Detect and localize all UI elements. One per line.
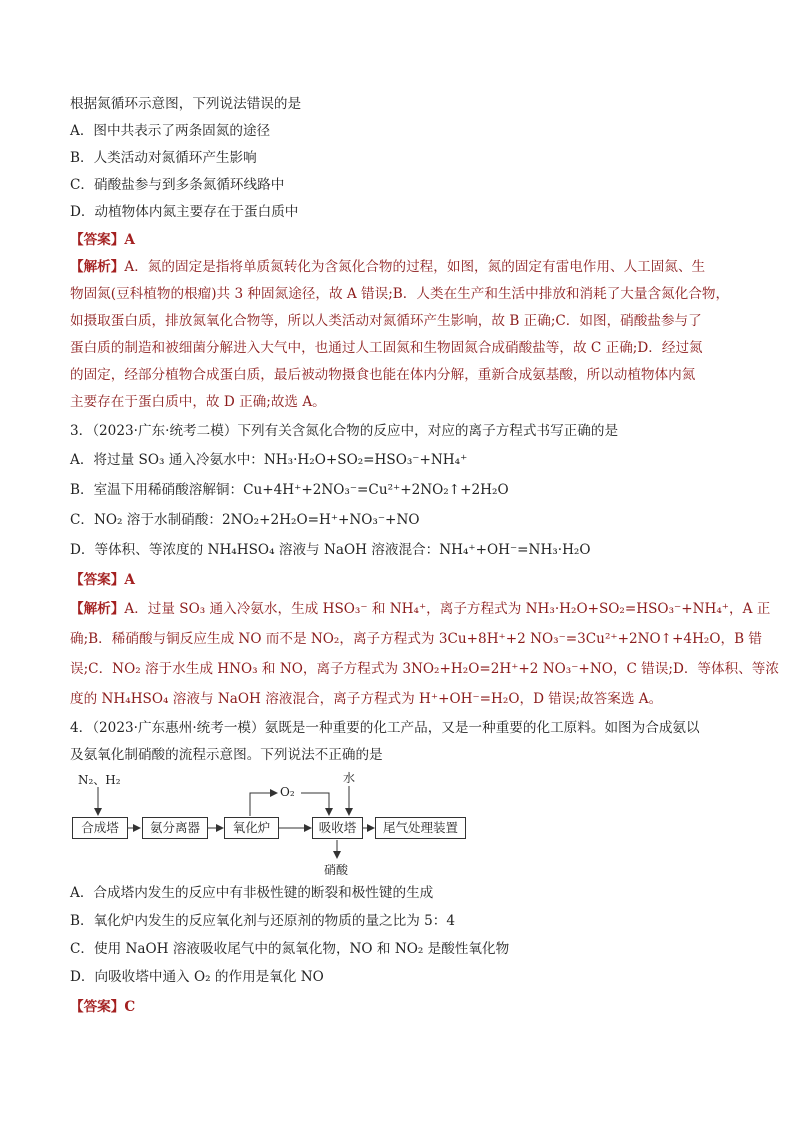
question-3-option-c: C．NO₂ 溶于水制硝酸：2NO₂+2H₂O=H⁺+NO₃⁻+NO xyxy=(70,512,420,528)
question-3-stem: 3．（2023·广东·统考二模）下列有关含氮化合物的反应中，对应的离子方程式书写正确的是 xyxy=(70,423,619,439)
answer-value: A xyxy=(124,572,135,588)
question-4-answer xyxy=(70,998,730,1016)
o2-label: O₂ xyxy=(280,785,295,799)
analysis-text: A．过量 SO₃ 通入冷氨水，生成 HSO₃⁻ 和 NH₄⁺，离子方程式为 NH₃·H₂O+SO₂=HSO₃⁻+NH₄⁺，A 正 xyxy=(124,601,771,617)
analysis-text: A．氮的固定是指将单质氮转化为含氮化合物的过程，如图，氮的固定有雷电作用、人工固氮、生 xyxy=(124,259,706,275)
question-3-analysis-line: 误;C．NO₂ 溶于水生成 HNO₃ 和 NO，离子方程式为 3NO₂+H₂O=2H⁺+2 NO₃⁻+NO，C 错误;D．等体积、等浓 xyxy=(70,661,779,677)
box-synthesis-tower: 合成塔 xyxy=(72,817,128,839)
input-label: N₂、H₂ xyxy=(78,773,121,787)
question-2-option-d: D．动植物体内氮主要存在于蛋白质中 xyxy=(70,204,299,220)
box-ammonia-separator: 氨分离器 xyxy=(142,817,208,839)
question-2-analysis-line: 如摄取蛋白质，排放氮氧化合物等，所以人类活动对氮循环产生影响，故 B 正确;C．如图，硝酸盐参与了 xyxy=(70,313,702,329)
question-2-option-a: A．图中共表示了两条固氮的途径 xyxy=(70,123,271,139)
analysis-label: 【解析】 xyxy=(70,259,125,275)
question-2-analysis-line: 主要存在于蛋白质中，故 D 正确;故选 A。 xyxy=(70,394,326,410)
o2-arrow-left xyxy=(250,793,277,816)
question-4-option-a: A．合成塔内发生的反应中有非极性键的断裂和极性键的生成 xyxy=(70,885,434,901)
question-3-option-a: A．将过量 SO₃ 通入冷氨水中：NH₃·H₂O+SO₂=HSO₃⁻+NH₄⁺ xyxy=(70,452,468,468)
answer-label: 【答案】 xyxy=(70,232,125,248)
answer-value: A xyxy=(124,232,135,248)
output-label: 硝酸 xyxy=(324,863,349,877)
question-4-option-d: D．向吸收塔中通入 O₂ 的作用是氧化 NO xyxy=(70,969,324,985)
question-4-stem: 4．（2023·广东惠州·统考一模）氨既是一种重要的化工产品，又是一种重要的化工原料。如图为合成氨以 xyxy=(70,720,700,736)
question-3-option-b: B．室温下用稀硝酸溶解铜：Cu+4H⁺+2NO₃⁻=Cu²⁺+2NO₂↑+2H₂O xyxy=(70,482,509,498)
question-4-option-c: C．使用 NaOH 溶液吸收尾气中的氮氧化物，NO 和 NO₂ 是酸性氧化物 xyxy=(70,941,510,957)
question-4-option-b: B．氧化炉内发生的反应氧化剂与还原剂的物质的量之比为 5：4 xyxy=(70,913,456,929)
box-absorption-tower: 吸收塔 xyxy=(312,817,363,839)
question-2-analysis-line: 蛋白质的制造和被细菌分解进入大气中，也通过人工固氮和生物固氮合成硝酸盐等，故 C 正确;D．经过氮 xyxy=(70,340,703,356)
box-oxidation-furnace: 氧化炉 xyxy=(224,817,279,839)
analysis-label: 【解析】 xyxy=(70,601,125,617)
question-2-option-c: C．硝酸盐参与到多条氮循环线路中 xyxy=(70,177,285,193)
question-4-stem: 及氨氧化制硝酸的流程示意图。下列说法不正确的是 xyxy=(70,747,383,763)
question-2-option-b: B．人类活动对氮循环产生影响 xyxy=(70,150,257,166)
water-label: 水 xyxy=(343,771,356,785)
question-2-analysis-line: 物固氮(豆科植物的根瘤)共 3 种固氮途径，故 A 错误;B．人类在生产和生活中排放和消耗了大量含氮化合物， xyxy=(70,286,730,302)
question-3-option-d: D．等体积、等浓度的 NH₄HSO₄ 溶液与 NaOH 溶液混合：NH₄⁺+OH⁻=NH₃·H₂O xyxy=(70,542,591,558)
question-3-analysis-line: 确;B．稀硝酸与铜反应生成 NO 而不是 NO₂，离子方程式为 3Cu+8H⁺+2 NO₃⁻=3Cu²⁺+2NO↑+4H₂O，B 错 xyxy=(70,631,763,647)
question-3-analysis-line: 度的 NH₄HSO₄ 溶液与 NaOH 溶液混合，离子方程式为 H⁺+OH⁻=H₂O，D 错误;故答案选 A。 xyxy=(70,691,663,707)
answer-label: 【答案】 xyxy=(70,999,125,1015)
box-tail-gas-treatment: 尾气处理装置 xyxy=(375,817,466,839)
answer-value: C xyxy=(124,999,136,1015)
question-2-stem: 根据氮循环示意图，下列说法错误的是 xyxy=(70,96,302,112)
o2-arrow-right xyxy=(301,793,329,815)
answer-label: 【答案】 xyxy=(70,572,125,588)
question-2-analysis-line: 的固定，经部分植物合成蛋白质，最后被动物摄食也能在体内分解，重新合成氨基酸，所以动植物体内氮 xyxy=(70,367,696,383)
